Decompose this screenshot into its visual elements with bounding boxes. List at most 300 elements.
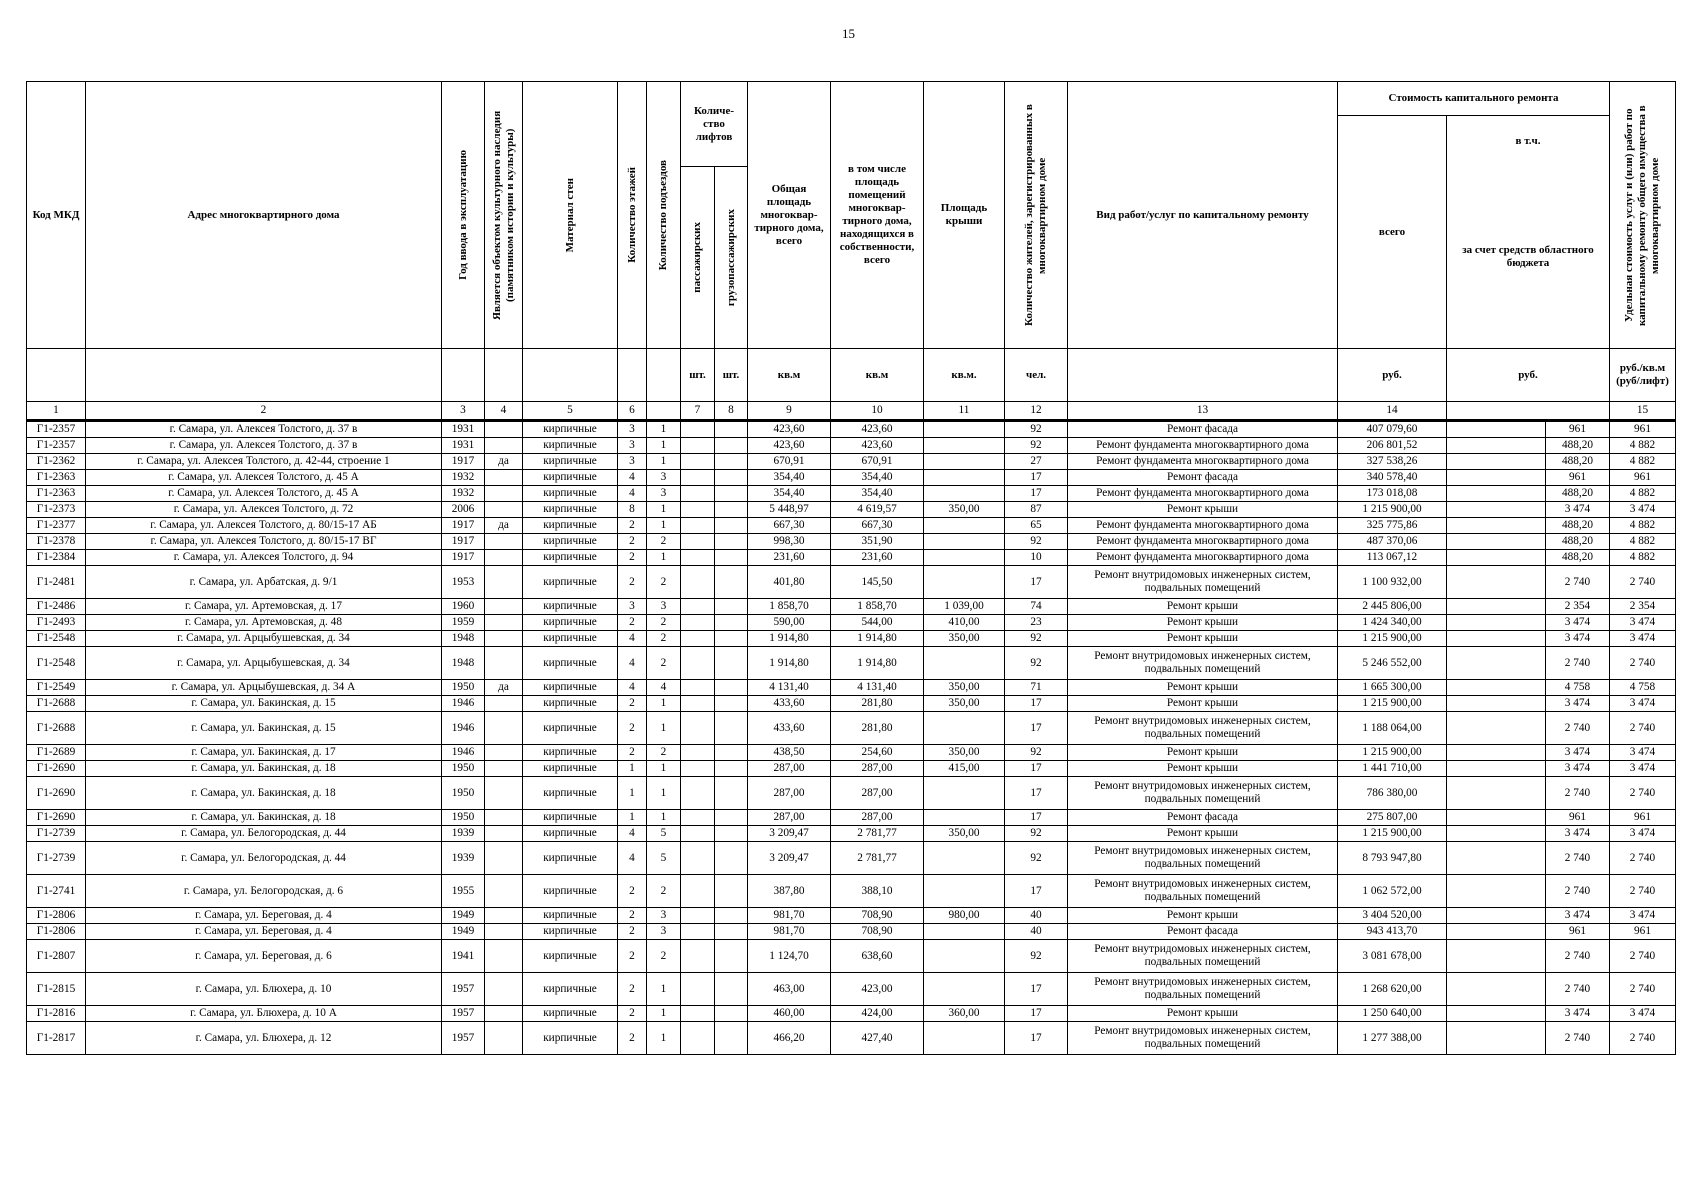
entrances-cell: 2 (647, 534, 681, 550)
heritage-cell (485, 1006, 523, 1022)
unit-rub: руб. (1338, 349, 1447, 402)
roof-area-cell (924, 454, 1005, 470)
total-area-cell: 590,00 (748, 615, 831, 631)
floors-cell: 2 (618, 924, 647, 940)
unit-cost-cell: 961 (1546, 810, 1610, 826)
column-number (1447, 402, 1610, 421)
unit-pcs: шт. (715, 349, 748, 402)
roof-area-cell (924, 518, 1005, 534)
work-type-cell: Ремонт внутридомовых инженерных систем, подвальных помещений (1068, 940, 1338, 973)
roof-area-cell (924, 421, 1005, 438)
entrances-cell: 5 (647, 826, 681, 842)
limit-cost-cell: 961 (1610, 810, 1676, 826)
cost-regional-cell (1447, 842, 1546, 875)
lifts-cargo-cell (715, 680, 748, 696)
table-row (27, 615, 1676, 631)
cost-total-cell: 113 067,12 (1338, 550, 1447, 566)
floors-cell: 3 (618, 421, 647, 438)
work-type-cell: Ремонт фундамента многоквартирного дома (1068, 454, 1338, 470)
mkd-code-cell: Г1-2481 (27, 566, 86, 599)
wall-material-cell: кирпичные (523, 826, 618, 842)
wall-material-cell: кирпичные (523, 599, 618, 615)
address-cell: г. Самара, ул. Блюхера, д. 10 (86, 973, 442, 1006)
heritage-cell (485, 745, 523, 761)
floors-cell: 2 (618, 712, 647, 745)
limit-cost-cell: 961 (1610, 924, 1676, 940)
mkd-code-cell: Г1-2739 (27, 826, 86, 842)
limit-cost-cell: 2 740 (1610, 875, 1676, 908)
lifts-passenger-cell (681, 631, 715, 647)
address-cell: г. Самара, ул. Алексея Толстого, д. 37 в (86, 421, 442, 438)
lifts-passenger-cell (681, 534, 715, 550)
owned-area-cell: 424,00 (831, 1006, 924, 1022)
mkd-code-cell: Г1-2549 (27, 680, 86, 696)
wall-material-cell: кирпичные (523, 745, 618, 761)
limit-cost-cell: 3 474 (1610, 908, 1676, 924)
entrances-cell: 1 (647, 502, 681, 518)
table-row (27, 534, 1676, 550)
lifts-passenger-cell (681, 1022, 715, 1055)
address-cell: г. Самара, ул. Алексея Толстого, д. 80/15-17 АБ (86, 518, 442, 534)
unit-cost-cell: 3 474 (1546, 826, 1610, 842)
mkd-code-cell: Г1-2816 (27, 1006, 86, 1022)
unit-cost-cell: 2 740 (1546, 973, 1610, 1006)
lifts-cargo-cell (715, 421, 748, 438)
work-type-cell: Ремонт внутридомовых инженерных систем, подвальных помещений (1068, 712, 1338, 745)
roof-area-cell: 350,00 (924, 826, 1005, 842)
lifts-passenger-cell (681, 615, 715, 631)
heritage-cell: да (485, 518, 523, 534)
residents-cell: 92 (1005, 647, 1068, 680)
table-row (27, 566, 1676, 599)
limit-cost-cell: 4 882 (1610, 550, 1676, 566)
roof-area-cell (924, 924, 1005, 940)
unit-cost-cell: 3 474 (1546, 696, 1610, 712)
unit-cost-cell: 961 (1546, 421, 1610, 438)
wall-material-cell: кирпичные (523, 761, 618, 777)
address-cell: г. Самара, ул. Блюхера, д. 12 (86, 1022, 442, 1055)
lifts-passenger-cell (681, 470, 715, 486)
header-floors: Количество этажей (625, 167, 638, 263)
owned-area-cell: 231,60 (831, 550, 924, 566)
total-area-cell: 670,91 (748, 454, 831, 470)
cost-total-cell: 1 268 620,00 (1338, 973, 1447, 1006)
header-lifts-cargo: грузопассажирских (724, 208, 737, 307)
wall-material-cell: кирпичные (523, 566, 618, 599)
entrances-cell: 2 (647, 875, 681, 908)
address-cell: г. Самара, ул. Алексея Толстого, д. 42-44, строение 1 (86, 454, 442, 470)
roof-area-cell (924, 875, 1005, 908)
year-cell: 1959 (442, 615, 485, 631)
floors-cell: 1 (618, 777, 647, 810)
total-area-cell: 3 209,47 (748, 842, 831, 875)
lifts-passenger-cell (681, 908, 715, 924)
unit-cost-cell: 3 474 (1546, 615, 1610, 631)
mkd-code-cell: Г1-2548 (27, 647, 86, 680)
entrances-cell: 1 (647, 421, 681, 438)
column-number: 11 (924, 402, 1005, 421)
lifts-passenger-cell (681, 842, 715, 875)
mkd-code-cell: Г1-2486 (27, 599, 86, 615)
lifts-passenger-cell (681, 777, 715, 810)
lifts-cargo-cell (715, 924, 748, 940)
lifts-cargo-cell (715, 599, 748, 615)
total-area-cell: 433,60 (748, 696, 831, 712)
lifts-cargo-cell (715, 566, 748, 599)
owned-area-cell: 388,10 (831, 875, 924, 908)
work-type-cell: Ремонт внутридомовых инженерных систем, подвальных помещений (1068, 777, 1338, 810)
address-cell: г. Самара, ул. Арцыбушевская, д. 34 А (86, 680, 442, 696)
residents-cell: 10 (1005, 550, 1068, 566)
heritage-cell (485, 438, 523, 454)
residents-cell: 92 (1005, 745, 1068, 761)
entrances-cell: 1 (647, 454, 681, 470)
floors-cell: 8 (618, 502, 647, 518)
residents-cell: 17 (1005, 761, 1068, 777)
residents-cell: 27 (1005, 454, 1068, 470)
cost-total-cell: 1 215 900,00 (1338, 826, 1447, 842)
cost-total-cell: 5 246 552,00 (1338, 647, 1447, 680)
cost-regional-cell (1447, 761, 1546, 777)
address-cell: г. Самара, ул. Алексея Толстого, д. 37 в (86, 438, 442, 454)
wall-material-cell: кирпичные (523, 842, 618, 875)
lifts-cargo-cell (715, 1006, 748, 1022)
unit-cost-cell: 2 740 (1546, 777, 1610, 810)
work-type-cell: Ремонт внутридомовых инженерных систем, подвальных помещений (1068, 842, 1338, 875)
unit-cost-cell: 3 474 (1546, 631, 1610, 647)
work-type-cell: Ремонт крыши (1068, 761, 1338, 777)
floors-cell: 3 (618, 454, 647, 470)
floors-cell: 1 (618, 761, 647, 777)
heritage-cell: да (485, 680, 523, 696)
mkd-code-cell: Г1-2690 (27, 777, 86, 810)
work-type-cell: Ремонт крыши (1068, 1006, 1338, 1022)
roof-area-cell: 350,00 (924, 631, 1005, 647)
owned-area-cell: 281,80 (831, 696, 924, 712)
address-cell: г. Самара, ул. Бакинская, д. 18 (86, 777, 442, 810)
heritage-cell (485, 810, 523, 826)
column-number: 10 (831, 402, 924, 421)
cost-total-cell: 786 380,00 (1338, 777, 1447, 810)
address-cell: г. Самара, ул. Алексея Толстого, д. 94 (86, 550, 442, 566)
cost-regional-cell (1447, 454, 1546, 470)
cost-regional-cell (1447, 940, 1546, 973)
heritage-cell (485, 908, 523, 924)
floors-cell: 2 (618, 875, 647, 908)
lifts-passenger-cell (681, 647, 715, 680)
mkd-code-cell: Г1-2690 (27, 810, 86, 826)
mkd-code-cell: Г1-2815 (27, 973, 86, 1006)
address-cell: г. Самара, ул. Алексея Толстого, д. 45 А (86, 470, 442, 486)
owned-area-cell: 638,60 (831, 940, 924, 973)
entrances-cell: 1 (647, 973, 681, 1006)
unit-rub-sqm: руб./кв.м (руб/лифт) (1610, 349, 1676, 402)
limit-cost-cell: 2 740 (1610, 842, 1676, 875)
year-cell: 1917 (442, 454, 485, 470)
column-number: 13 (1068, 402, 1338, 421)
residents-cell: 17 (1005, 875, 1068, 908)
year-cell: 1950 (442, 680, 485, 696)
entrances-cell: 1 (647, 696, 681, 712)
table-row (27, 599, 1676, 615)
wall-material-cell: кирпичные (523, 777, 618, 810)
owned-area-cell: 4 619,57 (831, 502, 924, 518)
lifts-passenger-cell (681, 973, 715, 1006)
lifts-cargo-cell (715, 550, 748, 566)
total-area-cell: 1 124,70 (748, 940, 831, 973)
column-number: 14 (1338, 402, 1447, 421)
heritage-cell (485, 1022, 523, 1055)
unit-sqm: кв.м (831, 349, 924, 402)
header-owned-area: в том числе площадь помещений многоквар-тирного дома, находящихся в собственности, всего (831, 82, 924, 349)
header-roof-area: Площадь крыши (924, 82, 1005, 349)
wall-material-cell: кирпичные (523, 631, 618, 647)
limit-cost-cell: 4 758 (1610, 680, 1676, 696)
address-cell: г. Самара, ул. Белогородская, д. 44 (86, 826, 442, 842)
cost-regional-cell (1447, 566, 1546, 599)
cost-total-cell: 206 801,52 (1338, 438, 1447, 454)
unit-cost-cell: 961 (1546, 924, 1610, 940)
work-type-cell: Ремонт крыши (1068, 615, 1338, 631)
wall-material-cell: кирпичные (523, 908, 618, 924)
column-number: 4 (485, 402, 523, 421)
table-row (27, 438, 1676, 454)
floors-cell: 2 (618, 745, 647, 761)
column-number: 2 (86, 402, 442, 421)
residents-cell: 17 (1005, 486, 1068, 502)
total-area-cell: 981,70 (748, 924, 831, 940)
roof-area-cell (924, 777, 1005, 810)
residents-cell: 17 (1005, 777, 1068, 810)
year-cell: 1948 (442, 647, 485, 680)
address-cell: г. Самара, ул. Береговая, д. 4 (86, 908, 442, 924)
mkd-code-cell: Г1-2357 (27, 438, 86, 454)
roof-area-cell: 360,00 (924, 1006, 1005, 1022)
total-area-cell: 354,40 (748, 486, 831, 502)
total-area-cell: 387,80 (748, 875, 831, 908)
unit-cost-cell: 488,20 (1546, 550, 1610, 566)
total-area-cell: 3 209,47 (748, 826, 831, 842)
header-cost: Стоимость капитального ремонта (1338, 82, 1610, 116)
work-type-cell: Ремонт крыши (1068, 599, 1338, 615)
wall-material-cell: кирпичные (523, 421, 618, 438)
owned-area-cell: 670,91 (831, 454, 924, 470)
lifts-cargo-cell (715, 696, 748, 712)
heritage-cell (485, 631, 523, 647)
year-cell: 1931 (442, 421, 485, 438)
limit-cost-cell: 3 474 (1610, 631, 1676, 647)
roof-area-cell: 350,00 (924, 680, 1005, 696)
floors-cell: 4 (618, 631, 647, 647)
work-type-cell: Ремонт фундамента многоквартирного дома (1068, 518, 1338, 534)
lifts-cargo-cell (715, 973, 748, 1006)
cost-total-cell: 1 215 900,00 (1338, 745, 1447, 761)
unit-cost-cell: 488,20 (1546, 518, 1610, 534)
address-cell: г. Самара, ул. Арцыбушевская, д. 34 (86, 647, 442, 680)
limit-cost-cell: 4 882 (1610, 518, 1676, 534)
roof-area-cell (924, 647, 1005, 680)
owned-area-cell: 423,00 (831, 973, 924, 1006)
lifts-passenger-cell (681, 1006, 715, 1022)
lifts-cargo-cell (715, 502, 748, 518)
residents-cell: 92 (1005, 421, 1068, 438)
lifts-cargo-cell (715, 875, 748, 908)
header-cost-incl: в т.ч. (1447, 116, 1610, 167)
work-type-cell: Ремонт фасада (1068, 470, 1338, 486)
entrances-cell: 2 (647, 647, 681, 680)
cost-total-cell: 173 018,08 (1338, 486, 1447, 502)
mkd-code-cell: Г1-2817 (27, 1022, 86, 1055)
table-row (27, 421, 1676, 438)
table-row (27, 973, 1676, 1006)
cost-regional-cell (1447, 518, 1546, 534)
wall-material-cell: кирпичные (523, 875, 618, 908)
roof-area-cell: 350,00 (924, 502, 1005, 518)
heritage-cell (485, 534, 523, 550)
total-area-cell: 1 914,80 (748, 631, 831, 647)
address-cell: г. Самара, ул. Арбатская, д. 9/1 (86, 566, 442, 599)
owned-area-cell: 145,50 (831, 566, 924, 599)
header-cost-total: всего (1338, 116, 1447, 349)
heritage-cell (485, 615, 523, 631)
cost-total-cell: 487 370,06 (1338, 534, 1447, 550)
floors-cell: 2 (618, 1006, 647, 1022)
wall-material-cell: кирпичные (523, 518, 618, 534)
year-cell: 1957 (442, 1022, 485, 1055)
cost-total-cell: 1 277 388,00 (1338, 1022, 1447, 1055)
floors-cell: 2 (618, 534, 647, 550)
cost-regional-cell (1447, 777, 1546, 810)
lifts-passenger-cell (681, 940, 715, 973)
year-cell: 1950 (442, 777, 485, 810)
cost-total-cell: 1 441 710,00 (1338, 761, 1447, 777)
cost-total-cell: 1 665 300,00 (1338, 680, 1447, 696)
lifts-cargo-cell (715, 712, 748, 745)
heritage-cell (485, 924, 523, 940)
total-area-cell: 667,30 (748, 518, 831, 534)
entrances-cell: 1 (647, 761, 681, 777)
work-type-cell: Ремонт фасада (1068, 421, 1338, 438)
header-address: Адрес многоквартирного дома (86, 82, 442, 349)
lifts-cargo-cell (715, 534, 748, 550)
owned-area-cell: 2 781,77 (831, 826, 924, 842)
mkd-code-cell: Г1-2739 (27, 842, 86, 875)
work-type-cell: Ремонт крыши (1068, 631, 1338, 647)
header-cost-regional: за счет средств областного бюджета (1447, 167, 1610, 349)
work-type-cell: Ремонт крыши (1068, 696, 1338, 712)
address-cell: г. Самара, ул. Белогородская, д. 6 (86, 875, 442, 908)
year-cell: 1953 (442, 566, 485, 599)
limit-cost-cell: 3 474 (1610, 615, 1676, 631)
residents-cell: 71 (1005, 680, 1068, 696)
total-area-cell: 981,70 (748, 908, 831, 924)
wall-material-cell: кирпичные (523, 502, 618, 518)
cost-regional-cell (1447, 631, 1546, 647)
total-area-cell: 463,00 (748, 973, 831, 1006)
heritage-cell (485, 761, 523, 777)
limit-cost-cell: 4 882 (1610, 534, 1676, 550)
repair-register-table (26, 81, 1676, 1055)
lifts-passenger-cell (681, 696, 715, 712)
entrances-cell: 1 (647, 518, 681, 534)
entrances-cell: 2 (647, 566, 681, 599)
year-cell: 1917 (442, 550, 485, 566)
unit-cost-cell: 2 740 (1546, 712, 1610, 745)
header-work-type: Вид работ/услуг по капитальному ремонту (1068, 82, 1338, 349)
lifts-cargo-cell (715, 631, 748, 647)
address-cell: г. Самара, ул. Бакинская, д. 15 (86, 696, 442, 712)
work-type-cell: Ремонт крыши (1068, 502, 1338, 518)
mkd-code-cell: Г1-2357 (27, 421, 86, 438)
unit-sqm: кв.м (748, 349, 831, 402)
year-cell: 1950 (442, 810, 485, 826)
address-cell: г. Самара, ул. Алексея Толстого, д. 45 А (86, 486, 442, 502)
owned-area-cell: 281,80 (831, 712, 924, 745)
table-row (27, 875, 1676, 908)
lifts-cargo-cell (715, 486, 748, 502)
mkd-code-cell: Г1-2373 (27, 502, 86, 518)
total-area-cell: 1 858,70 (748, 599, 831, 615)
total-area-cell: 287,00 (748, 761, 831, 777)
total-area-cell: 460,00 (748, 1006, 831, 1022)
total-area-cell: 5 448,97 (748, 502, 831, 518)
table-row (27, 550, 1676, 566)
table-row (27, 908, 1676, 924)
table-row (27, 1006, 1676, 1022)
table-row (27, 842, 1676, 875)
work-type-cell: Ремонт внутридомовых инженерных систем, подвальных помещений (1068, 566, 1338, 599)
mkd-code-cell: Г1-2688 (27, 712, 86, 745)
owned-area-cell: 423,60 (831, 421, 924, 438)
lifts-cargo-cell (715, 842, 748, 875)
table-row (27, 924, 1676, 940)
owned-area-cell: 427,40 (831, 1022, 924, 1055)
total-area-cell: 354,40 (748, 470, 831, 486)
column-number: 7 (681, 402, 715, 421)
heritage-cell (485, 566, 523, 599)
limit-cost-cell: 2 740 (1610, 712, 1676, 745)
lifts-passenger-cell (681, 810, 715, 826)
address-cell: г. Самара, ул. Алексея Толстого, д. 80/15-17 ВГ (86, 534, 442, 550)
total-area-cell: 998,30 (748, 534, 831, 550)
unit-cost-cell: 3 474 (1546, 502, 1610, 518)
residents-cell: 40 (1005, 924, 1068, 940)
work-type-cell: Ремонт внутридомовых инженерных систем, подвальных помещений (1068, 647, 1338, 680)
lifts-passenger-cell (681, 550, 715, 566)
floors-cell: 2 (618, 550, 647, 566)
header-lifts-passenger: пассажирских (691, 222, 703, 293)
lifts-cargo-cell (715, 1022, 748, 1055)
roof-area-cell (924, 842, 1005, 875)
column-number: 12 (1005, 402, 1068, 421)
roof-area-cell (924, 940, 1005, 973)
unit-cost-cell: 488,20 (1546, 438, 1610, 454)
cost-regional-cell (1447, 973, 1546, 1006)
heritage-cell (485, 470, 523, 486)
mkd-code-cell: Г1-2690 (27, 761, 86, 777)
table-row (27, 1022, 1676, 1055)
cost-regional-cell (1447, 924, 1546, 940)
owned-area-cell: 2 781,77 (831, 842, 924, 875)
total-area-cell: 287,00 (748, 810, 831, 826)
floors-cell: 4 (618, 826, 647, 842)
floors-cell: 1 (618, 810, 647, 826)
owned-area-cell: 544,00 (831, 615, 924, 631)
year-cell: 1955 (442, 875, 485, 908)
heritage-cell (485, 940, 523, 973)
year-cell: 1939 (442, 842, 485, 875)
heritage-cell (485, 777, 523, 810)
